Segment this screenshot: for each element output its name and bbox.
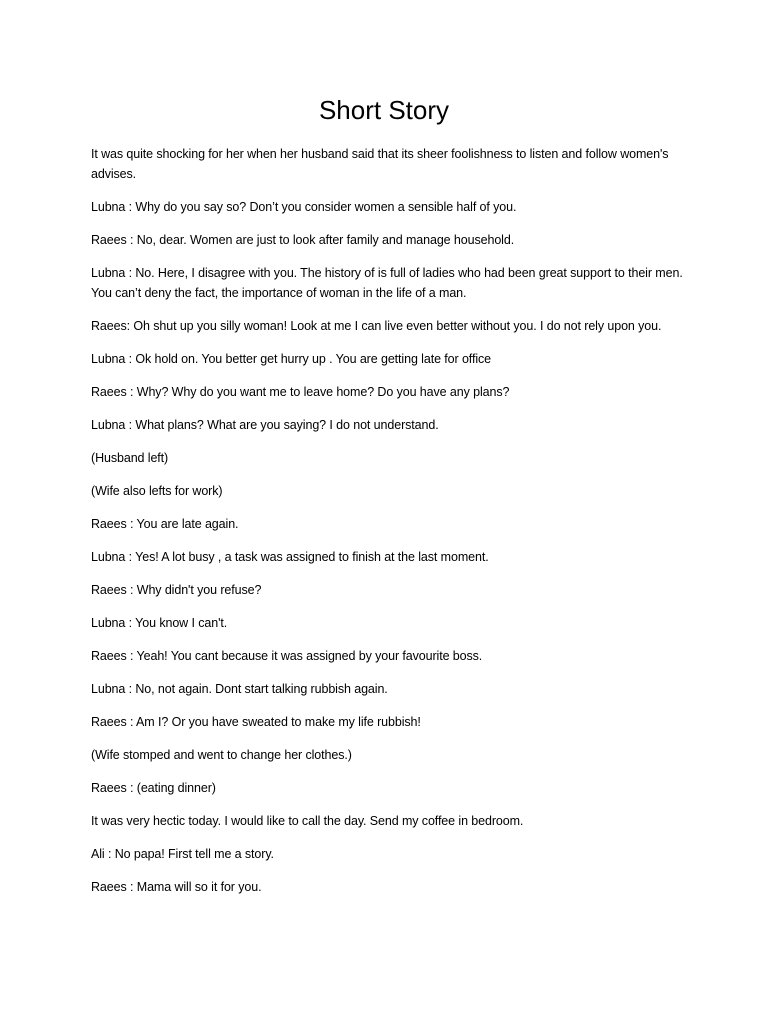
paragraph: Raees : Mama will so it for you.: [91, 880, 262, 894]
paragraph: It was very hectic today. I would like to call the day. Send my coffee in bedroom.: [91, 814, 524, 828]
paragraph: Raees : Why? Why do you want me to leave home? Do you have any plans?: [91, 385, 510, 399]
paragraph: (Wife stomped and went to change her clothes.): [91, 748, 352, 762]
paragraph: Lubna : No, not again. Dont start talking rubbish again.: [91, 682, 388, 696]
paragraph: Lubna : No. Here, I disagree with you. The history of is full of ladies who had been great support to their men. You can’t deny the fact, the importance of woman in the life of a man.: [91, 266, 683, 300]
page-title: Short Story: [318, 95, 450, 125]
paragraph: Lubna : What plans? What are you saying? I do not understand.: [91, 418, 439, 432]
paragraph: Raees : Why didn't you refuse?: [91, 583, 262, 597]
paragraph: Lubna : You know I can't.: [91, 616, 228, 630]
paragraph: Raees : Am I? Or you have sweated to make my life rubbish!: [91, 715, 421, 729]
paragraph: Raees : Yeah! You cant because it was assigned by your favourite boss.: [91, 649, 483, 663]
paragraph: Raees: Oh shut up you silly woman! Look at me I can live even better without you. I do not rely upon you.: [91, 319, 662, 333]
paragraph: Lubna : Why do you say so? Don’t you consider women a sensible half of you.: [91, 200, 517, 214]
paragraph: Raees : No, dear. Women are just to look after family and manage household.: [91, 233, 515, 247]
paragraph: Raees : You are late again.: [91, 517, 239, 531]
story-body: [91, 144, 691, 910]
paragraph: (Husband left): [91, 451, 169, 465]
paragraph: Raees : (eating dinner): [91, 781, 216, 795]
paragraph: (Wife also lefts for work): [91, 484, 223, 498]
paragraph: Lubna : Ok hold on. You better get hurry up . You are getting late for office: [91, 352, 492, 366]
paragraph: Ali : No papa! First tell me a story.: [91, 847, 274, 861]
paragraph: It was quite shocking for her when her husband said that its sheer foolishness to listen and follow women's advises.: [91, 147, 669, 181]
paragraph: Lubna : Yes! A lot busy , a task was assigned to finish at the last moment.: [91, 550, 489, 564]
